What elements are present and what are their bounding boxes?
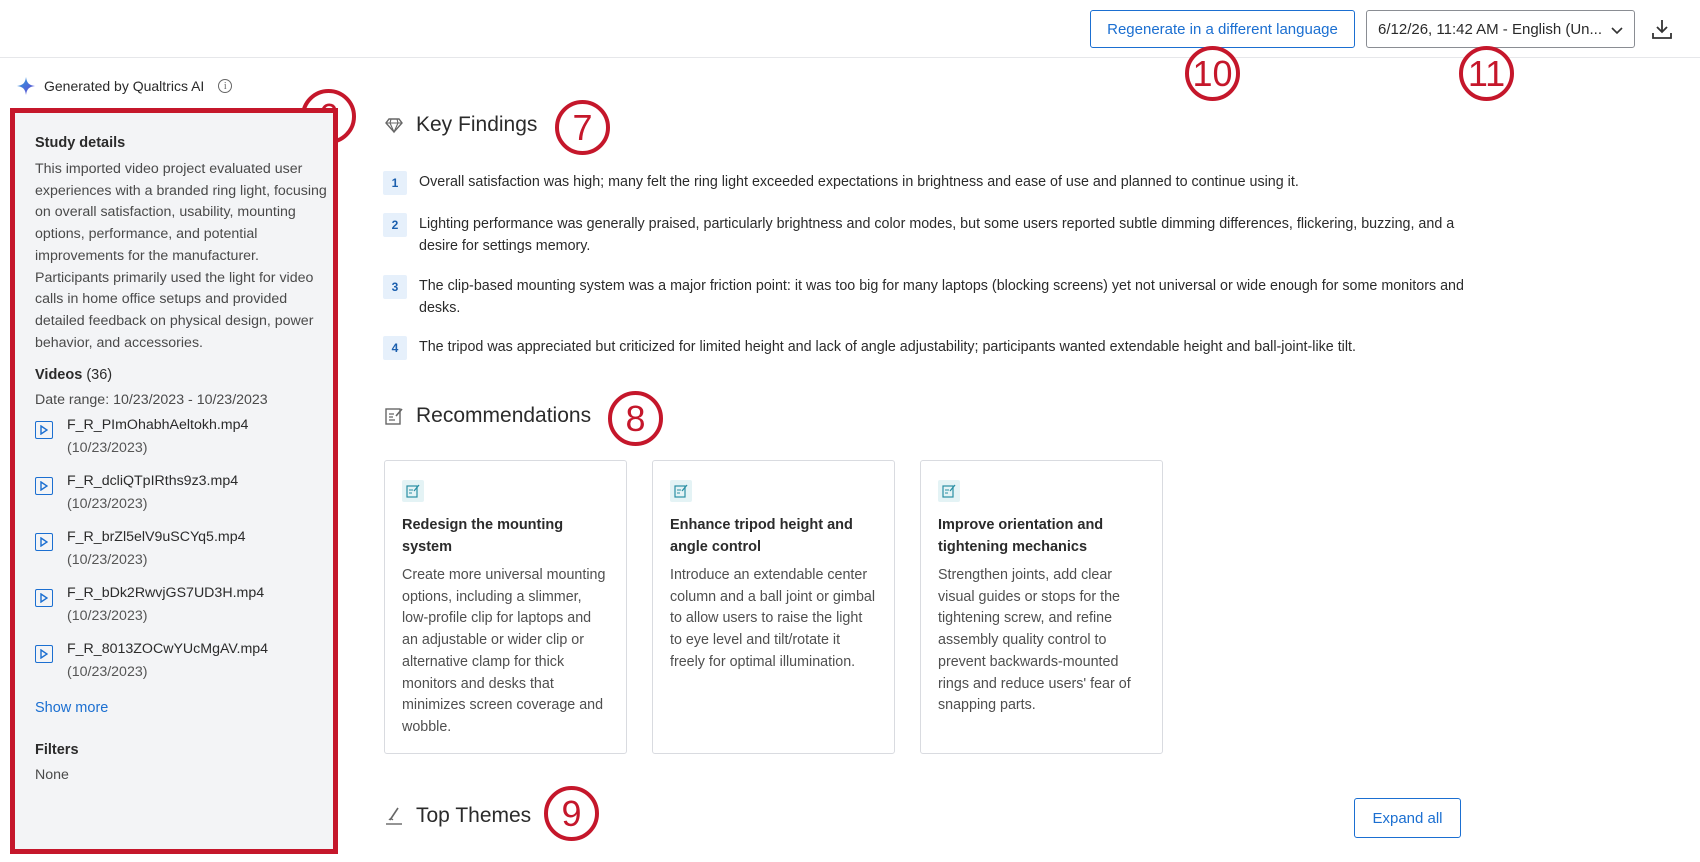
finding-number: 2 xyxy=(383,213,407,237)
video-play-icon xyxy=(35,421,53,439)
filters-heading: Filters xyxy=(35,742,79,759)
generated-by-text: Generated by Qualtrics AI xyxy=(44,78,205,94)
video-play-icon xyxy=(35,533,53,551)
recommendations-heading xyxy=(384,404,591,428)
video-play-icon xyxy=(35,589,53,607)
video-name: F_R_PImOhabhAeltokh.mp4 xyxy=(67,417,249,434)
download-icon[interactable] xyxy=(1650,18,1674,40)
callout-10: 10 xyxy=(1185,46,1240,101)
study-description: This imported video project evaluated user experiences with a branded ring light, focusing on overall satisfaction, usability, mounting options, performance, and potential improvements for the manufacturer. Participants primarily used the light for video calls in home office setups and provided detailed feedback on physical design, power behavior, and accessories. xyxy=(35,161,327,351)
finding-text: The tripod was appreciated but criticized for limited height and lack of angle adjustability; participants wanted extendable height and ball-joint-like tilt. xyxy=(419,339,1356,355)
finding-number: 3 xyxy=(383,275,407,299)
recommendation-icon xyxy=(402,480,424,502)
video-date: (10/23/2023) xyxy=(67,552,148,569)
video-date: (10/23/2023) xyxy=(67,496,148,513)
recommendation-card xyxy=(920,460,1163,754)
video-item[interactable] xyxy=(35,639,318,688)
recommendation-card xyxy=(652,460,895,754)
info-icon[interactable]: i xyxy=(218,79,232,93)
finding-item xyxy=(383,336,1469,360)
callout-8: 8 xyxy=(608,391,663,446)
video-date: (10/23/2023) xyxy=(67,440,148,457)
top-themes-title: Top Themes xyxy=(416,804,532,827)
top-themes-heading xyxy=(384,804,531,828)
video-name: F_R_dcliQTpIRths9z3.mp4 xyxy=(67,473,239,490)
version-select-value: 6/12/26, 11:42 AM - English (Un... xyxy=(1378,20,1603,38)
video-date: (10/23/2023) xyxy=(67,664,148,681)
diamond-icon xyxy=(384,115,404,135)
recommendation-icon xyxy=(670,480,692,502)
recommendation-title: Redesign the mounting system xyxy=(402,517,564,555)
video-name: F_R_8013ZOCwYUcMgAV.mp4 xyxy=(67,641,269,658)
key-findings-heading xyxy=(384,113,537,137)
study-details-panel xyxy=(10,108,338,854)
finding-item xyxy=(383,275,1469,319)
recommendation-icon xyxy=(938,480,960,502)
date-range: Date range: 10/23/2023 - 10/23/2023 xyxy=(35,392,268,409)
sparkle-icon xyxy=(16,76,36,96)
filters-value: None xyxy=(35,767,69,784)
video-item[interactable] xyxy=(35,415,318,464)
recommendation-title: Enhance tripod height and angle control xyxy=(670,517,853,555)
recommendation-body: Introduce an extendable center column and a ball joint or gimbal to allow users to raise the light to eye level and tilt/rotate it freely for optimal illumination. xyxy=(670,567,876,670)
recommendation-title: Improve orientation and tightening mechanics xyxy=(938,517,1104,555)
edit-note-icon xyxy=(384,406,404,426)
finding-text: Lighting performance was generally praised, particularly brightness and color modes, but some users reported subtle dimming differences, flickering, buzzing, and a desire for settings memory. xyxy=(419,216,1455,254)
finding-item xyxy=(383,213,1469,257)
top-toolbar xyxy=(0,0,1700,58)
videos-count: (36) xyxy=(86,367,113,384)
show-more-link[interactable]: Show more xyxy=(35,700,109,717)
recommendation-card xyxy=(384,460,627,754)
video-play-icon xyxy=(35,477,53,495)
regenerate-language-button[interactable]: Regenerate in a different language xyxy=(1090,10,1355,48)
callout-7: 7 xyxy=(555,100,610,155)
video-date: (10/23/2023) xyxy=(67,608,148,625)
videos-label: Videos xyxy=(35,367,83,384)
video-item[interactable] xyxy=(35,583,318,632)
callout-11: 11 xyxy=(1459,46,1514,101)
finding-item xyxy=(383,171,1469,195)
callout-9: 9 xyxy=(544,786,599,841)
version-select[interactable] xyxy=(1366,10,1635,48)
recommendation-body: Create more universal mounting options, including a slimmer, low-profile clip for laptops and an adjustable or wider clip or alternative clamp for thick monitors and desks that minimizes screen coverage and wobble. xyxy=(402,567,606,735)
recommendation-body: Strengthen joints, add clear visual guides or stops for the tightening screw, and refine assembly quality control to prevent backwards-mounted rings and reduce users' fear of snapping parts. xyxy=(938,567,1131,714)
finding-text: The clip-based mounting system was a major friction point: it was too big for many laptops (blocking screens) yet not universal or wide enough for some monitors and desks. xyxy=(419,278,1464,316)
pen-icon xyxy=(384,806,404,826)
video-item[interactable] xyxy=(35,527,318,576)
video-play-icon xyxy=(35,645,53,663)
expand-all-button[interactable]: Expand all xyxy=(1354,798,1461,838)
video-name: F_R_brZl5elV9uSCYq5.mp4 xyxy=(67,529,246,546)
finding-number: 4 xyxy=(383,336,407,360)
video-name: F_R_bDk2RwvjGS7UD3H.mp4 xyxy=(67,585,265,602)
study-details-heading: Study details xyxy=(35,135,126,151)
generated-by-label xyxy=(16,74,232,98)
finding-text: Overall satisfaction was high; many felt the ring light exceeded expectations in brightness and ease of use and planned to continue using it. xyxy=(419,174,1299,190)
video-item[interactable] xyxy=(35,471,318,520)
key-findings-title: Key Findings xyxy=(416,113,538,136)
chevron-down-icon xyxy=(1610,23,1624,37)
recommendations-title: Recommendations xyxy=(416,404,592,427)
videos-heading xyxy=(35,367,318,383)
finding-number: 1 xyxy=(383,171,407,195)
